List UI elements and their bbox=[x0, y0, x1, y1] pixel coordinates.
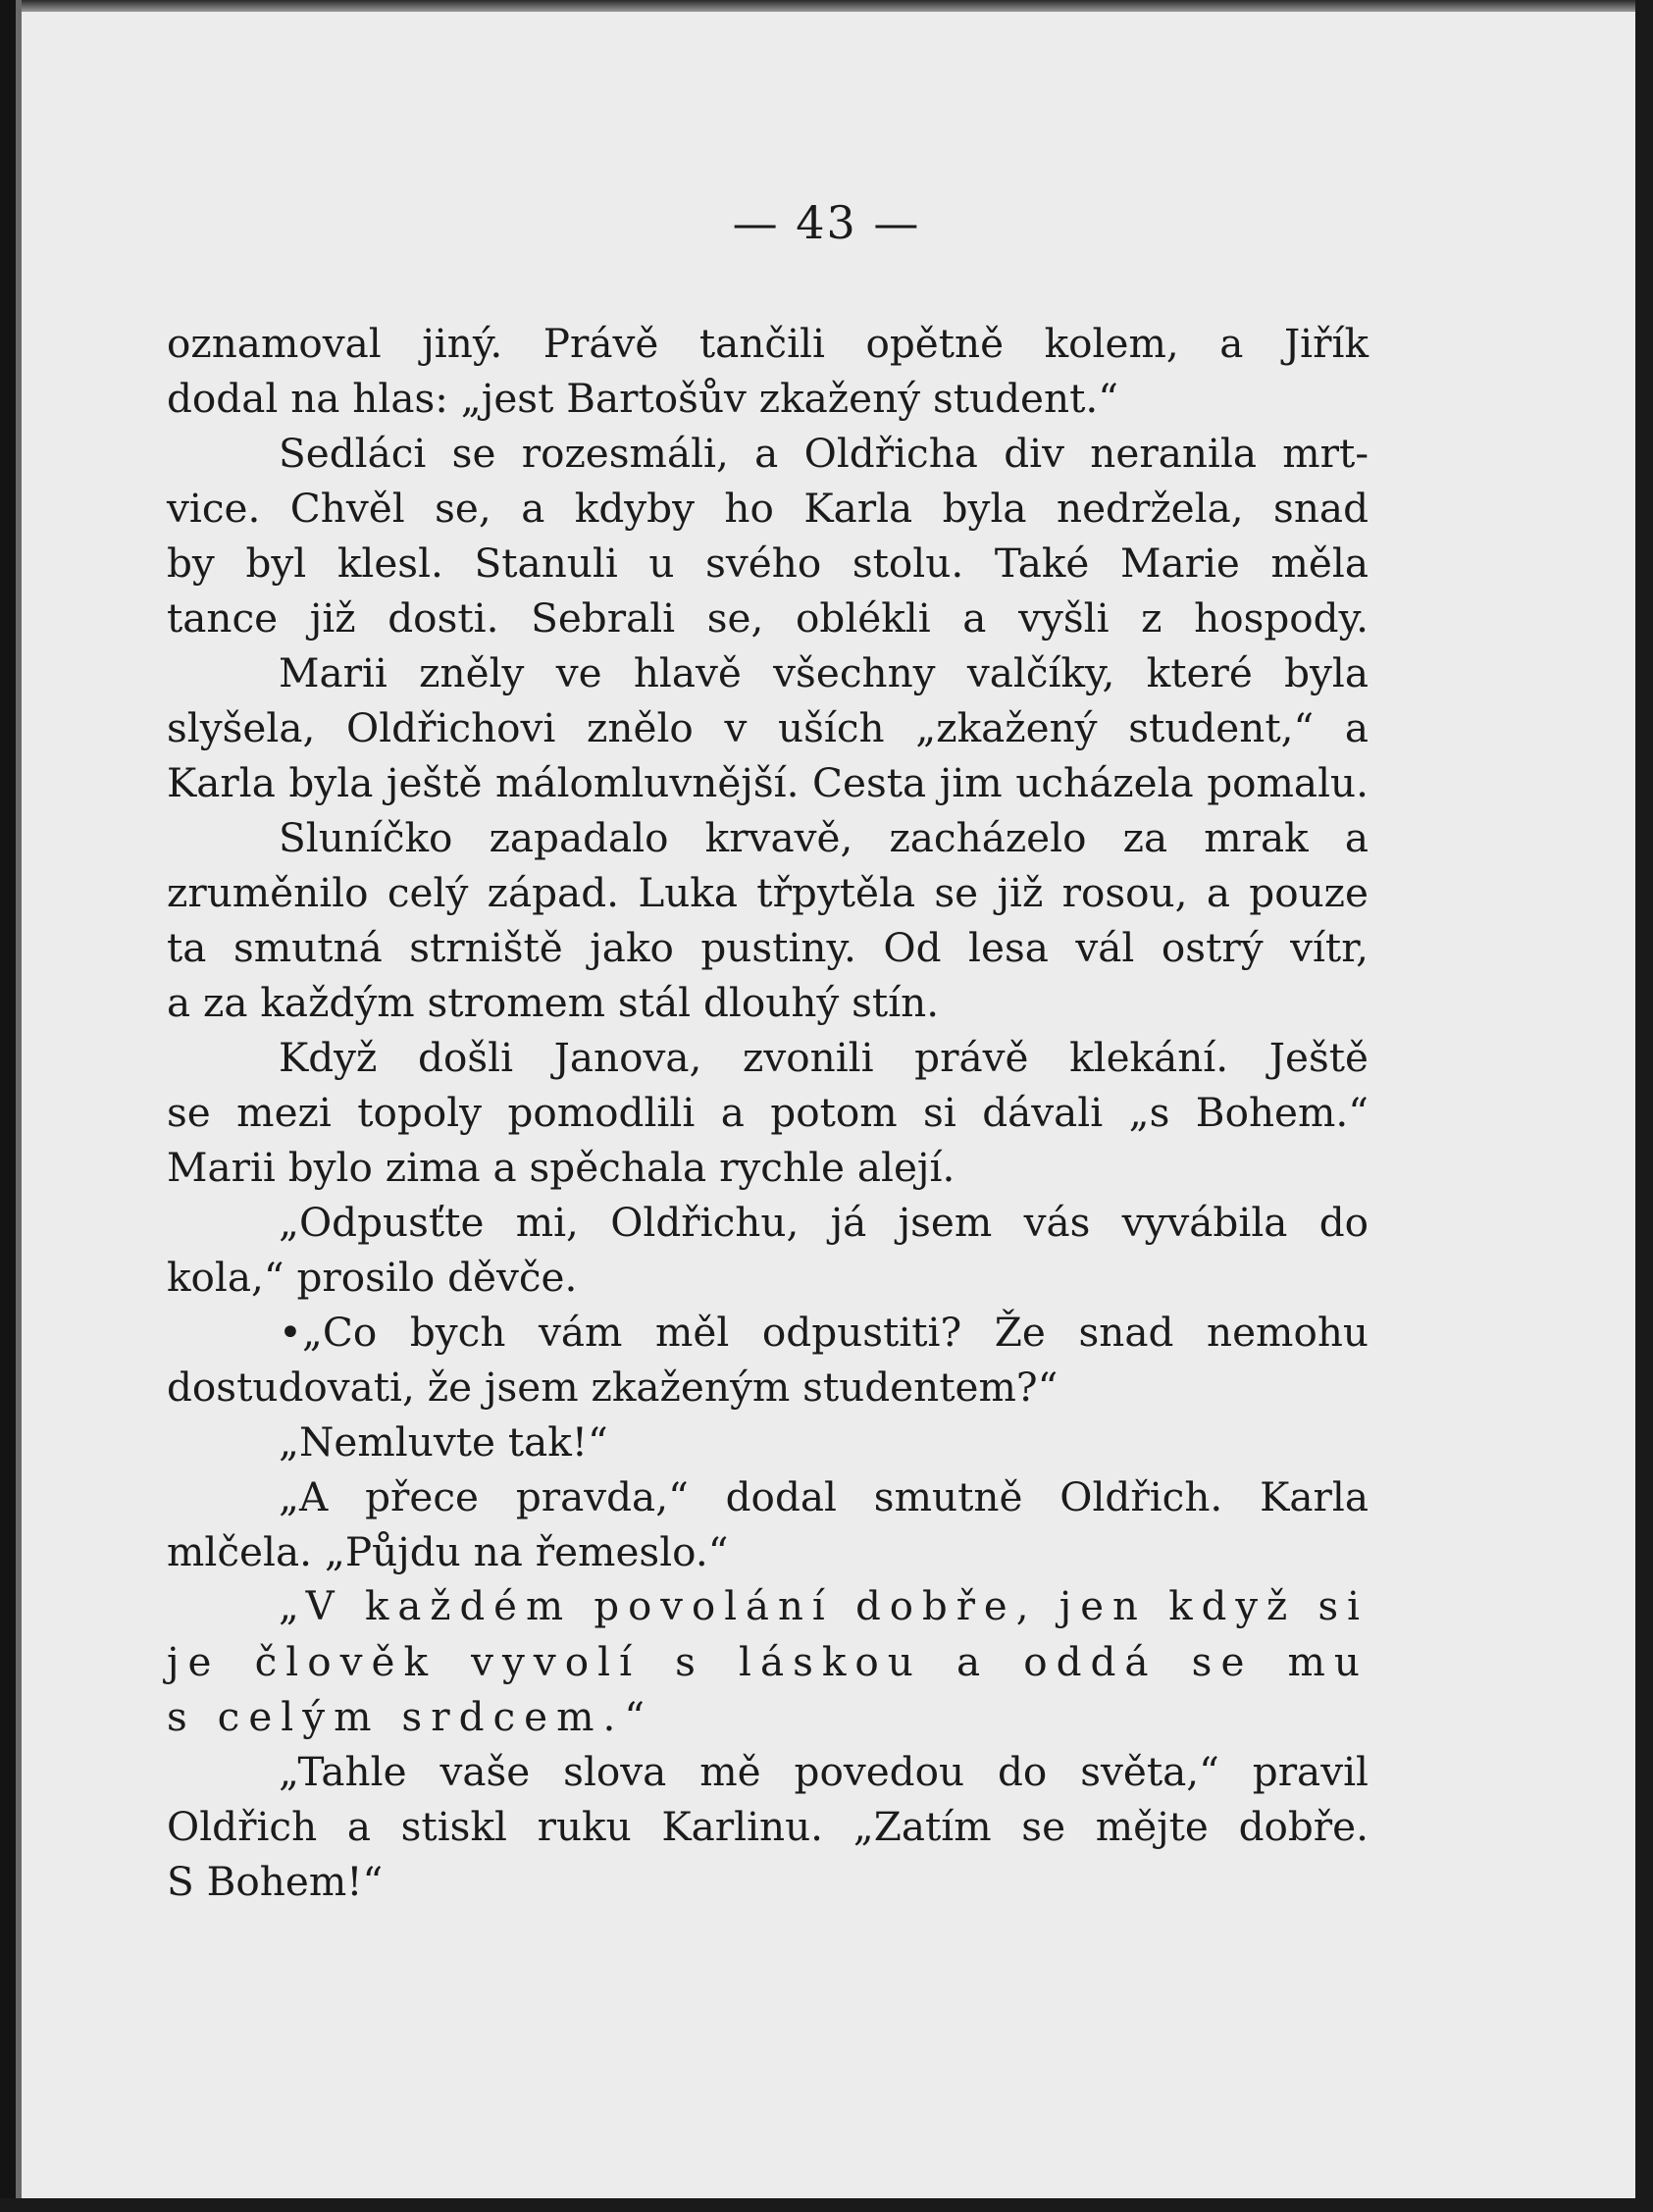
text-line: kola,“ prosilo děvče. bbox=[167, 1254, 578, 1301]
text-line: „Odpusťte mi, Oldřichu, já jsem vás vyvábila do bbox=[279, 1199, 1369, 1246]
text-line: dostudovati, že jsem zkaženým studentem?“ bbox=[167, 1363, 1059, 1411]
text-line: s celým srdcem.“ bbox=[167, 1693, 654, 1740]
scan-right-edge bbox=[1635, 0, 1653, 2212]
text-line: je člověk vyvolí s láskou a oddá se mu bbox=[167, 1638, 1369, 1685]
text-line: tance již dosti. Sebrali se, oblékli a vyšli z hospody. bbox=[167, 594, 1369, 642]
text-line: „V každém povolání dobře, jen když si bbox=[279, 1584, 1369, 1629]
page-number: — 43 — bbox=[732, 196, 921, 249]
text-line: Karla byla ještě málomluvnější. Cesta jim ucházela pomalu. bbox=[167, 759, 1369, 806]
text-line: S Bohem!“ bbox=[167, 1858, 384, 1905]
text-line: Marii bylo zima a spěchala rychle alejí. bbox=[167, 1144, 956, 1191]
text-line: Sluníčko zapadalo krvavě, zacházelo za mrak a bbox=[279, 814, 1369, 861]
scan-top-edge bbox=[0, 0, 1653, 12]
text-line: Marii zněly ve hlavě všechny valčíky, které byla bbox=[279, 649, 1369, 696]
text-line: mlčela. „Půjdu na řemeslo.“ bbox=[167, 1528, 729, 1575]
text-line: se mezi topoly pomodlili a potom si dávali „s Bohem.“ bbox=[167, 1089, 1369, 1136]
text-line: „Nemluvte tak!“ bbox=[279, 1418, 608, 1466]
text-line: •„Co bych vám měl odpustiti? Že snad nemohu bbox=[279, 1309, 1369, 1356]
text-line: Když došli Janova, zvonili právě klekání. Ještě bbox=[279, 1034, 1369, 1081]
text-line: dodal na hlas: „jest Bartošův zkažený student.“ bbox=[167, 375, 1118, 422]
scan-left-shadow bbox=[16, 0, 22, 2212]
scan-bottom-edge bbox=[0, 2198, 1653, 2212]
text-line: zruměnilo celý západ. Luka třpytěla se již rosou, a pouze bbox=[167, 869, 1369, 916]
scan-left-edge bbox=[0, 0, 16, 2212]
text-line: ta smutná strniště jako pustiny. Od lesa vál ostrý vítr, bbox=[167, 924, 1369, 971]
text-line: Oldřich a stiskl ruku Karlinu. „Zatím se mějte dobře. bbox=[167, 1803, 1369, 1850]
text-line: a za každým stromem stál dlouhý stín. bbox=[167, 979, 940, 1026]
text-line: vice. Chvěl se, a kdyby ho Karla byla nedržela, snad bbox=[167, 485, 1369, 532]
text-line: by byl klesl. Stanuli u svého stolu. Také Marie měla bbox=[167, 540, 1369, 587]
text-line: oznamoval jiný. Právě tančili opětně kolem, a Jiřík bbox=[167, 320, 1369, 367]
text-line: „Tahle vaše slova mě povedou do světa,“ pravil bbox=[279, 1748, 1369, 1795]
text-line: Sedláci se rozesmáli, a Oldřicha div neranila mrt- bbox=[279, 430, 1369, 477]
text-line: slyšela, Oldřichovi znělo v uších „zkažený student,“ a bbox=[167, 704, 1369, 751]
text-line: „A přece pravda,“ dodal smutně Oldřich. Karla bbox=[279, 1473, 1369, 1520]
body-text bbox=[167, 316, 1369, 1909]
